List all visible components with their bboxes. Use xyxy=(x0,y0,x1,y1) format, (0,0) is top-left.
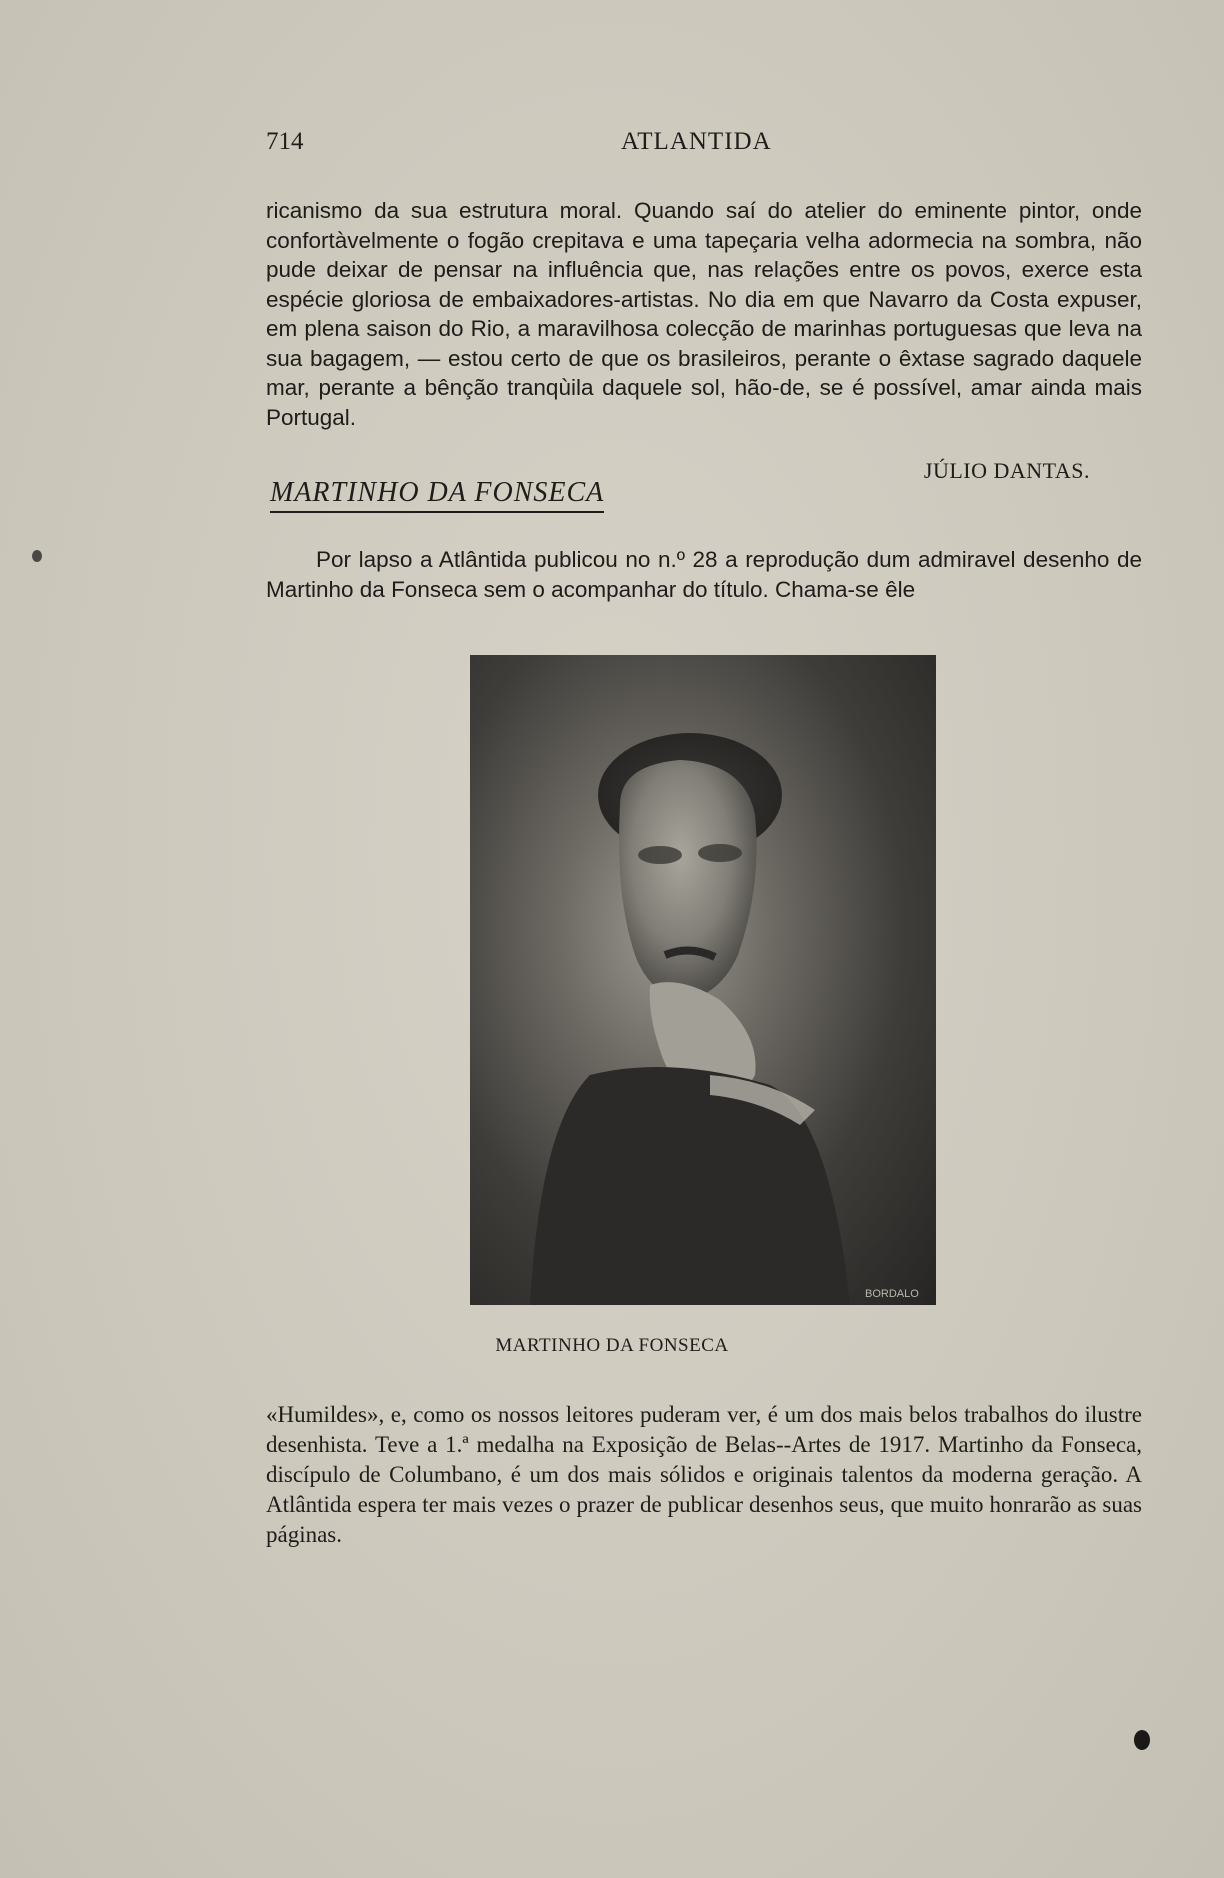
figure-caption: MARTINHO DA FONSECA xyxy=(495,1335,729,1356)
page-header xyxy=(266,128,1146,160)
page-number: 714 xyxy=(266,128,304,155)
running-title: ATLANTIDA xyxy=(621,128,772,155)
portrait-eye-left xyxy=(638,846,682,864)
section-continuation-paragraph: «Humildes», e, como os nossos leitores puderam ver, é um dos mais belos trabalhos do ilustre desenhista. Teve a 1.ª medalha na Exposição de Belas--Artes de 1917. Martinho da Fonseca, discípulo de Columbano, é um dos mais sólidos e originais talentos da moderna geração. A Atlântida espera ter mais vezes o prazer de publicar desenhos seus, que muito honrarão as suas páginas. xyxy=(266,1402,1142,1547)
portrait-photo xyxy=(470,655,936,1305)
portrait-eye-right xyxy=(698,844,742,862)
section-heading: MARTINHO DA FONSECA xyxy=(270,477,604,513)
photo-credit: BORDALO xyxy=(865,1288,919,1300)
section-intro-paragraph: Por lapso a Atlântida publicou no n.º 28 a reprodução dum admiravel desenho de Martinho da Fonseca sem o acompanhar do título. Chama-se êle xyxy=(266,547,1142,602)
portrait-illustration xyxy=(470,655,936,1305)
ink-blot-small-icon xyxy=(30,548,44,564)
author-signature: JÚLIO DANTAS. xyxy=(923,458,1090,483)
ink-blot-icon xyxy=(1132,1728,1152,1752)
article-closing-paragraph: ricanismo da sua estrutura moral. Quando saí do atelier do eminente pintor, onde confortàvelmente o fogão crepitava e uma tapeçaria velha adormecia na sombra, não pude deixar de pensar na influência que, nas relações entre os povos, exerce esta espécie gloriosa de embaixadores-artistas. No dia em que Navarro da Costa expuser, em plena saison do Rio, a maravilhosa colecção de marinhas portuguesas que leva na sua bagagem, — estou certo de que os brasileiros, perante o êxtase sagrado daquele mar, perante a bênção tranqùila daquele sol, hão-de, se é possível, amar ainda mais Portugal. xyxy=(266,198,1142,430)
portrait-face xyxy=(619,760,757,1000)
